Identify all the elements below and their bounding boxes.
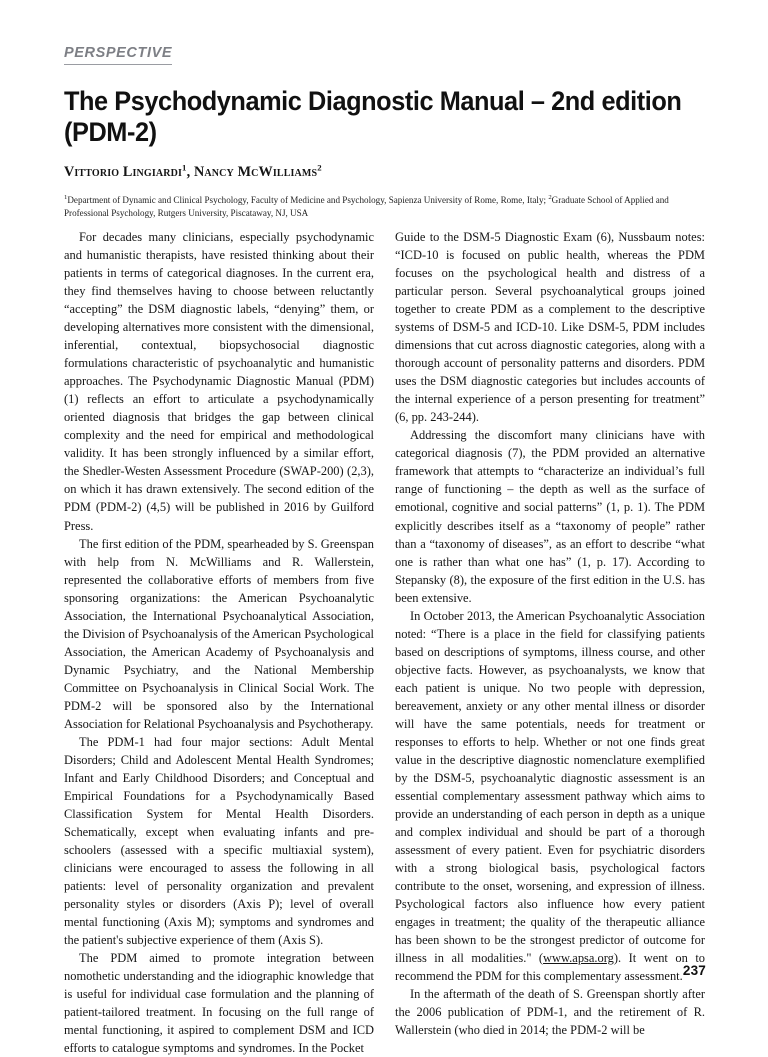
affiliations-block xyxy=(64,194,712,220)
paragraph: The first edition of the PDM, spearheaded by S. Greenspan with help from N. McWilliams and R. Wallerstein, represented the collaborative efforts of members from five sponsoring organizations: the American Psychoanalytic Association, the International Psychoanalytical Association, the Division of Psychoanalysis of the American Psychological Association, the American Academy of Psychoanalysis and Dynamic Psychiatry, and the National Membership Committee on Psychoanalysis in Clinical Social Work. The PDM-2 will be sponsored also by the International Association for Relational Psychoanalysis and Psychotherapy. xyxy=(64,536,374,731)
author-byline xyxy=(64,164,706,181)
paragraph: For decades many clinicians, especially psychodynamic and humanistic therapists, have resisted thinking about their patients in terms of categorical diagnoses. In the current era, they find themselves having to choose between reluctantly “accepting” the DSM diagnostic labels, “denying” them, or developing alternatives more consistent with the dimensional, inferential, contextual, biopsychosocial diagnostic formulations characteristic of psychoanalytic and humanistic approaches. The Psychodynamic Diagnostic Manual (PDM) (1) reflects an effort to articulate a psychodynamically oriented diagnosis that bridges the gap between clinical complexity and the need for empirical and methodological validity. It has been strongly influenced by a similar effort, the Shedler-Westen Assessment Procedure (SWAP-200) (2,3), on which it has drawn extensively. The second edition of the PDM (PDM-2) (4,5) will be published in 2016 by Guilford Press. xyxy=(64,230,374,533)
author-affiliation-marker-1: 1 xyxy=(182,162,187,173)
paragraph: Addressing the discomfort many clinicians have with categorical diagnosis (7), the PDM provided an alternative framework that attempts to “characterize an individual’s full range of functioning – the depth as well as the surface of emotional, cognitive and social patterns” (1, p. 1). The PDM explicitly describes itself as a “taxonomy of people” rather than a “taxonomy of diseases”, as an effort to describe “what one is rather than what one has” (1, p. 17). According to Stepansky (8), the exposure of the first edition in the U.S. has been extensive. xyxy=(395,428,705,605)
masthead xyxy=(64,44,706,220)
apsa-text-after: ). It went on to recommend the PDM for this complementary assessment. xyxy=(395,951,705,984)
page-title: The Psychodynamic Diagnostic Manual – 2nd edition (PDM-2) xyxy=(64,85,682,147)
affiliation-text-1: Department of Dynamic and Clinical Psychology, Faculty of Medicine and Psychology, Sapienza University of Rome, Rome, Italy; xyxy=(67,195,549,206)
paragraph: In the aftermath of the death of S. Greenspan shortly after the 2006 publication of PDM-1, and the retirement of R. Wallerstein (who died in 2014; the PDM-2 will be xyxy=(395,987,705,1038)
paragraph-continuation: Guide to the DSM-5 Diagnostic Exam (6), Nussbaum notes: “ICD-10 is focused on public health, whereas the PDM focuses on the psychological health and distress of a particular person. Several psychoanalytical groups joined together to create PDM as a complement to the descriptive systems of DSM-5 and ICD-10. Like DSM-5, PDM includes dimensions that cut across diagnostic categories, along with a thorough account of personality patterns and disorders. PDM uses the DSM diagnostic categories but includes accounts of the internal experience of a person presenting for treatment” (6, pp. 243-244). xyxy=(395,230,705,425)
author-name-1: Vittorio Lingiardi xyxy=(64,164,183,181)
paragraph-apsa xyxy=(395,607,705,986)
apsa-text-before: In October 2013, the American Psychoanalytic Association noted: “There is a place in the field for classifying patients based on descriptions of symptoms, illness course, and other objective facts. However, as psychoanalysts, we know that each patient is unique. No two people with depression, bereavement, anxiety or any other mental illness or disorder will have the same potentials, needs for treatment or responses to efforts to help. Whether or not one finds great value in the descriptive diagnostic nomenclature exemplified by the DSM-5, psychoanalytic diagnostic assessment is an essential complementary assessment pathway which aims to provide an understanding of each person in depth as a unique and complex individual and should be part of a thorough assessment of every patient. Even for psychiatric disorders with a strong biological basis, psychological factors contribute to the onset, worsening, and expression of illness. Psychological factors also influence how every patient engages in treatment; the quality of the therapeutic alliance has been shown to be the strongest predictor of outcome for illness in all modalities." ( xyxy=(395,608,705,966)
affiliation-marker-2: 2 xyxy=(548,194,552,202)
affiliation-text-2: Graduate School of Applied and Professional Psychology, Rutgers University, Piscataway, NJ, USA xyxy=(64,195,669,219)
author-separator: , xyxy=(186,164,194,181)
author-name-2: Nancy McWilliams xyxy=(194,164,318,181)
paragraph: The PDM aimed to promote integration between nomothetic understanding and the idiographic knowledge that is useful for individual case formulation and the planning of patient-tailored treatment. In focusing on the full range of mental functioning, it aspired to complement DSM and ICD efforts to catalogue symptoms and syndromes. In the Pocket xyxy=(64,951,374,1056)
left-column xyxy=(64,228,374,1056)
page-number: 237 xyxy=(682,963,706,978)
section-kicker: PERSPECTIVE xyxy=(64,46,172,65)
affiliation-marker-1: 1 xyxy=(64,194,68,202)
apsa-website-link[interactable]: www.apsa.org xyxy=(543,951,614,966)
author-affiliation-marker-2: 2 xyxy=(317,162,322,173)
paragraph: The PDM-1 had four major sections: Adult Mental Disorders; Child and Adolescent Mental Health Syndromes; Infant and Early Childhood Disorders; and Conceptual and Empirical Foundations for a Psychodynamically Based Classification System for Mental Health Disorders. Schematically, except when evaluating infants and pre-schoolers (assessed with a specific multiaxial system), clinicians were encouraged to assess the following in all patients: level of personality organization and prevalent personality styles or disorders (Axis P); level of overall mental functioning (Axis M); symptoms and syndromes and the patient's subjective experience of them (Axis S). xyxy=(64,734,374,948)
